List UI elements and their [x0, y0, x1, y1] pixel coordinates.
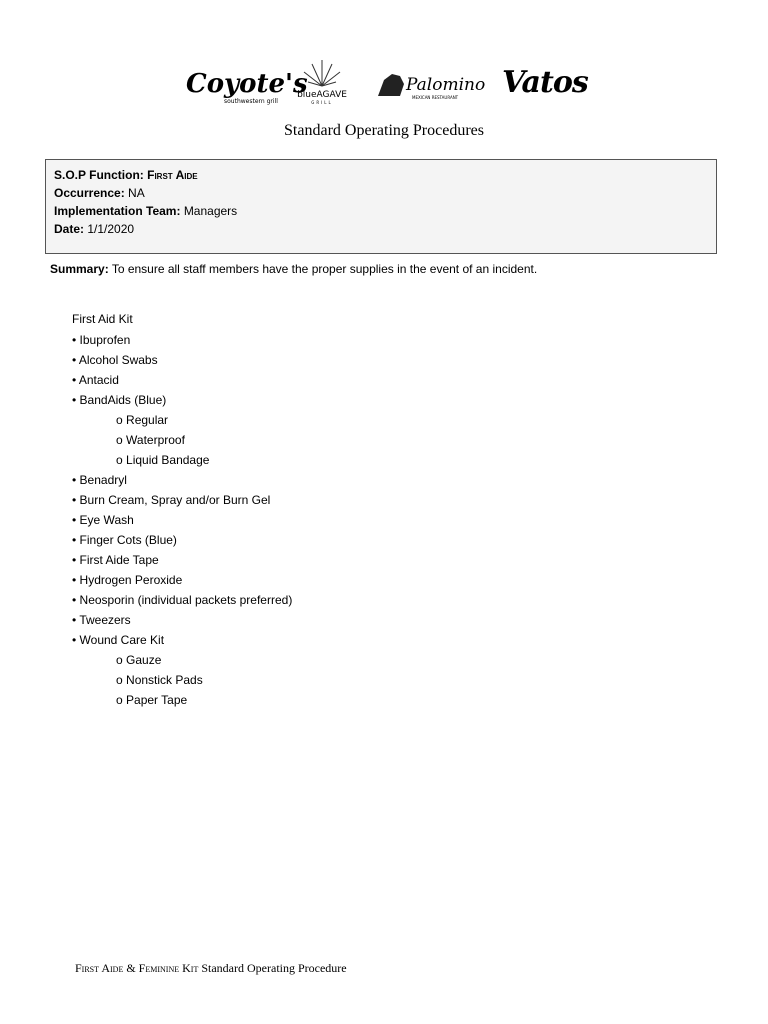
bullet: • — [72, 593, 77, 607]
blue-agave-logo-text: blueAGAVE — [297, 90, 347, 100]
bullet: • — [72, 613, 77, 627]
summary-text: To ensure all staff members have the proper supplies in the event of an incident. — [111, 262, 538, 276]
horse-icon — [378, 74, 404, 96]
bullet: • — [72, 373, 77, 387]
sub-list-item — [72, 652, 292, 672]
page-title: Standard Operating Procedures — [284, 122, 484, 139]
blue-agave-logo — [290, 58, 354, 106]
list-item-text: Antacid — [78, 373, 119, 387]
kit-title: First Aid Kit — [72, 312, 133, 326]
list-item-text: Alcohol Swabs — [78, 353, 158, 367]
list-item-text: BandAids (Blue) — [79, 393, 167, 407]
sub-list-item — [72, 432, 292, 452]
bullet: • — [72, 553, 77, 567]
list-item-text: Gauze — [126, 653, 162, 667]
palomino-logo-text: Palomino — [406, 75, 486, 95]
list-item-text: Nonstick Pads — [126, 673, 203, 687]
list-item — [72, 472, 292, 492]
team-line — [54, 202, 716, 220]
occurrence-value: NA — [128, 186, 145, 200]
occurrence-label: Occurrence: — [54, 186, 125, 200]
list-item — [72, 632, 292, 652]
sub-bullet: o — [116, 453, 123, 467]
bullet: • — [72, 493, 77, 507]
bullet: • — [72, 573, 77, 587]
list-item-text: Liquid Bandage — [126, 453, 210, 467]
supply-list — [72, 332, 292, 712]
occurrence-line — [54, 184, 716, 202]
list-item-text: Tweezers — [79, 613, 131, 627]
sub-bullet: o — [116, 693, 123, 707]
list-item-text: Ibuprofen — [79, 333, 131, 347]
list-item-text: Eye Wash — [79, 513, 134, 527]
footer-text: Standard Operating Procedure — [201, 961, 347, 975]
list-item-text: Burn Cream, Spray and/or Burn Gel — [79, 493, 271, 507]
coyotes-logo-text: Coyote's — [186, 69, 308, 99]
footer-kit-name: First Aide & Feminine Kit — [75, 961, 199, 975]
date-line — [54, 220, 716, 238]
sub-list-item — [72, 412, 292, 432]
list-item — [72, 372, 292, 392]
sop-function-line — [54, 166, 716, 184]
palomino-logo — [374, 66, 484, 104]
sub-list-item — [72, 452, 292, 472]
list-item-text: First Aide Tape — [79, 553, 159, 567]
bullet: • — [72, 513, 77, 527]
summary-label: Summary: — [50, 262, 109, 276]
vatos-logo: Vatos — [502, 65, 588, 100]
team-label: Implementation Team: — [54, 204, 181, 218]
sub-bullet: o — [116, 413, 123, 427]
list-item — [72, 552, 292, 572]
list-item — [72, 612, 292, 632]
summary — [50, 262, 537, 276]
list-item — [72, 492, 292, 512]
bullet: • — [72, 473, 77, 487]
bullet: • — [72, 393, 77, 407]
team-value: Managers — [183, 204, 238, 218]
date-value: 1/1/2020 — [87, 222, 135, 236]
list-item-text: Benadryl — [79, 473, 127, 487]
coyotes-logo — [184, 66, 308, 106]
bullet: • — [72, 633, 77, 647]
list-item — [72, 332, 292, 352]
list-item — [72, 352, 292, 372]
sub-list-item — [72, 692, 292, 712]
sub-bullet: o — [116, 433, 123, 447]
sop-info-box — [45, 159, 717, 254]
logo-bar — [180, 58, 588, 110]
list-item-text: Regular — [126, 413, 169, 427]
coyotes-logo-subtext: southwestern grill — [224, 98, 278, 105]
sop-function-label: S.O.P Function: — [54, 168, 144, 182]
sub-bullet: o — [116, 653, 123, 667]
date-label: Date: — [54, 222, 85, 236]
agave-plant-icon — [304, 60, 340, 86]
sub-list-item — [72, 672, 292, 692]
list-item — [72, 512, 292, 532]
bullet: • — [72, 533, 77, 547]
list-item-text: Neosporin (individual packets preferred) — [79, 593, 293, 607]
blue-agave-logo-subtext: GRILL — [311, 100, 333, 105]
bullet: • — [72, 333, 77, 347]
list-item-text: Hydrogen Peroxide — [79, 573, 183, 587]
bullet: • — [72, 353, 77, 367]
list-item-text: Wound Care Kit — [79, 633, 165, 647]
list-item — [72, 572, 292, 592]
list-item — [72, 392, 292, 412]
list-item — [72, 532, 292, 552]
list-item-text: Paper Tape — [126, 693, 188, 707]
list-item-text: Finger Cots (Blue) — [79, 533, 177, 547]
page-footer — [75, 961, 347, 976]
sop-function-value: First Aide — [147, 168, 198, 182]
list-item — [72, 592, 292, 612]
sub-bullet: o — [116, 673, 123, 687]
palomino-logo-subtext: MEXICAN RESTAURANT — [412, 95, 459, 100]
list-item-text: Waterproof — [126, 433, 185, 447]
